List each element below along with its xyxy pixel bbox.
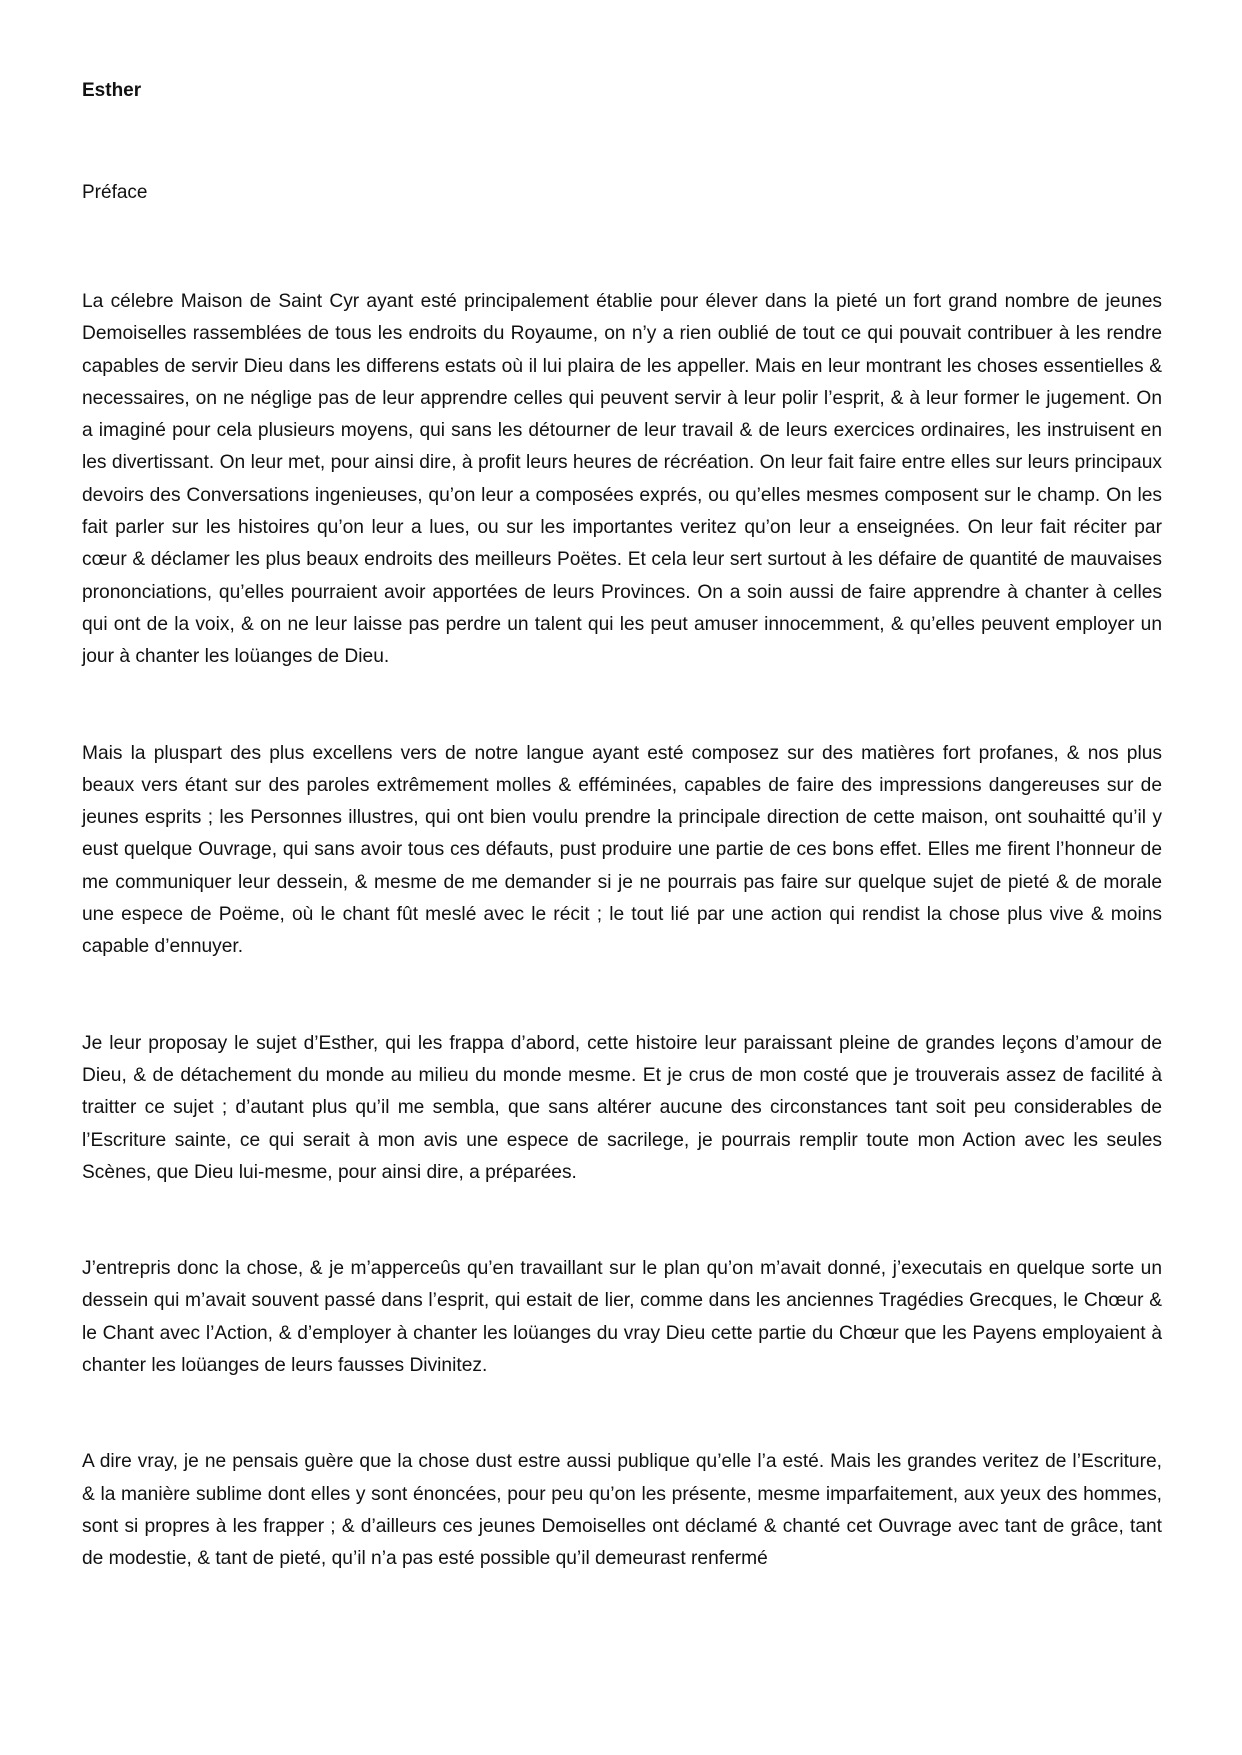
paragraph-5: A dire vray, je ne pensais guère que la chose dust estre aussi publique qu’elle l’a esté. Mais les grandes veritez de l’Escriture, & la manière sublime dont elles y sont énoncées, pour peu qu’on les présente, mesme imparfaitement, aux yeux des hommes, sont si propres à les frapper ; & d’ailleurs ces jeunes Demoiselles ont déclamé & chanté cet Ouvrage avec tant de grâce, tant de modestie, & tant de pieté, qu’il n’a pas esté possible qu’il demeurast renfermé [82, 1451, 1162, 1570]
paragraph-2: Mais la pluspart des plus excellens vers de notre langue ayant esté composez sur des matières fort profanes, & nos plus beaux vers étant sur des paroles extrêmement molles & efféminées, capables de faire des impressions dangereuses sur de jeunes esprits ; les Personnes illustres, qui ont bien voulu prendre la principale direction de cette maison, ont souhaitté qu’il y eust quelque Ouvrage, qui sans avoir tous ces défauts, pust produire une partie de ces bons effet. Elles me firent l’honneur de me communiquer leur dessein, & mesme de me demander si je ne pourrais pas faire sur quelque sujet de pieté & de morale une espece de Poëme, où le chant fût meslé avec le récit ; le tout lié par une action qui rendist la chose plus vive & moins capable d’ennuyer. [82, 742, 1162, 958]
paragraph-1: La célebre Maison de Saint Cyr ayant esté principalement établie pour élever dans la pieté un fort grand nombre de jeunes Demoiselles rassemblées de tous les endroits du Royaume, on n’y a rien oublié de tout ce qui pouvait contribuer à les rendre capables de servir Dieu dans les differens estats où il lui plaira de les appeller. Mais en leur montrant les choses essentielles & necessaires, on ne néglige pas de leur apprendre celles qui peuvent servir à leur polir l’esprit, & à leur former le jugement. On a imaginé pour cela plusieurs moyens, qui sans les détourner de leur travail & de leurs exercices ordinaires, les instruisent en les divertissant. On leur met, pour ainsi dire, à profit leurs heures de récréation. On leur fait faire entre elles sur leurs principaux devoirs des Conversations ingenieuses, qu’on leur a composées exprés, ou qu’elles mesmes composent sur le champ. On les fait parler sur les histoires qu’on leur a lues, ou sur les importantes veritez qu’on leur a enseignées. On leur fait réciter par cœur & déclamer les plus beaux endroits des meilleurs Poëtes. Et cela leur sert surtout à les défaire de quantité de mauvaises prononciations, qu’elles pourraient avoir apportées de leurs Provinces. On a soin aussi de faire apprendre à chanter à celles qui ont de la voix, & on ne leur laisse pas perdre un talent qui les peut amuser innocemment, & qu’elles peuvent employer un jour à chanter les loüanges de Dieu. [82, 291, 1162, 668]
document-page [82, 80, 1162, 1576]
paragraph-3: Je leur proposay le sujet d’Esther, qui les frappa d’abord, cette histoire leur paraissant pleine de grandes leçons d’amour de Dieu, & de détachement du monde au milieu du monde mesme. Et je crus de mon costé que je trouverais assez de facilité à traitter ce sujet ; d’autant plus qu’il me sembla, que sans altérer aucune des circonstances tant soit peu considerables de l’Escriture sainte, ce qui serait à mon avis une espece de sacrilege, je pourrais remplir toute mon Action avec les seules Scènes, que Dieu lui-mesme, pour ainsi dire, a préparées. [82, 1032, 1162, 1183]
section-heading-preface: Préface [82, 182, 148, 203]
document-title: Esther [82, 80, 142, 101]
paragraph-4: J’entrepris donc la chose, & je m’apperceûs qu’en travaillant sur le plan qu’on m’avait donné, j’executais en quelque sorte un dessein qui m’avait souvent passé dans l’esprit, qui estait de lier, comme dans les anciennes Tragédies Grecques, le Chœur & le Chant avec l’Action, & d’employer à chanter les loüanges du vray Dieu cette partie du Chœur que les Payens employaient à chanter les loüanges de leurs fausses Divinitez. [82, 1258, 1162, 1377]
